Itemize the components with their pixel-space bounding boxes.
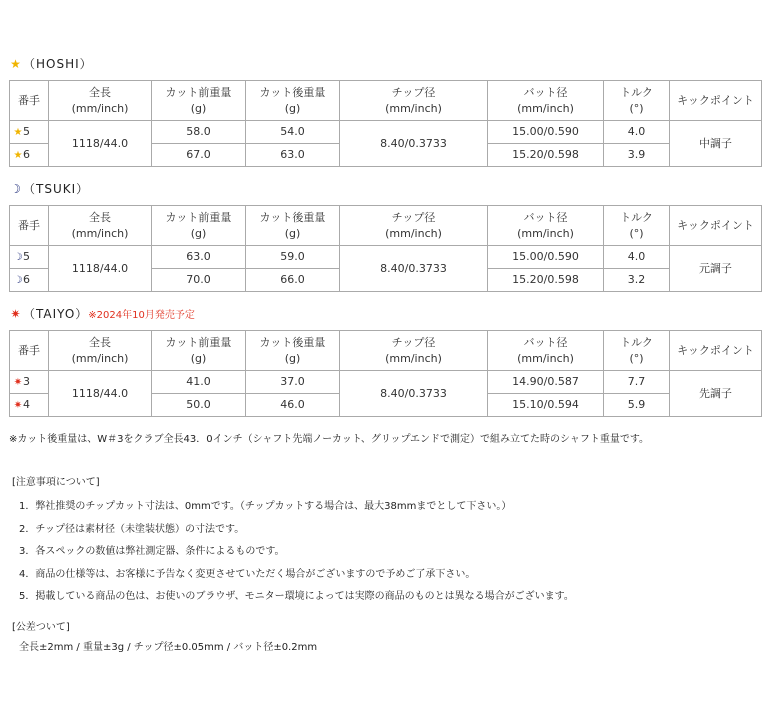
caution-list bbox=[19, 497, 574, 610]
section-taiyo bbox=[9, 306, 754, 417]
caution-item: 5．掲載している商品の色は、お使いのブラウザ、モニター環境によっては実際の商品のものとは異なる場合がございます。 bbox=[19, 591, 574, 602]
col-length-header: 全長 (mm/inch) bbox=[49, 81, 152, 121]
col-flex-header: 番手 bbox=[10, 331, 49, 371]
pre-weight-cell: 58.0 bbox=[152, 121, 246, 144]
col-flex-header: 番手 bbox=[10, 206, 49, 246]
table-row bbox=[10, 246, 762, 269]
post-weight-cell: 63.0 bbox=[246, 144, 340, 167]
torque-cell: 7.7 bbox=[604, 371, 670, 394]
torque-cell: 4.0 bbox=[604, 121, 670, 144]
star-icon: ★ bbox=[13, 149, 23, 161]
kick-cell: 元調子 bbox=[670, 246, 762, 292]
tip-cell: 8.40/0.3733 bbox=[340, 371, 488, 417]
length-cell: 1118/44.0 bbox=[49, 371, 152, 417]
butt-cell: 15.20/0.598 bbox=[488, 144, 604, 167]
torque-cell: 3.9 bbox=[604, 144, 670, 167]
header-row bbox=[10, 206, 762, 246]
table-row bbox=[10, 121, 762, 144]
section-hoshi bbox=[9, 56, 754, 167]
pre-weight-cell: 63.0 bbox=[152, 246, 246, 269]
flex-cell bbox=[10, 121, 49, 144]
col-pre-weight-header: カット前重量 (g) bbox=[152, 331, 246, 371]
col-butt-header: バット径 (mm/inch) bbox=[488, 206, 604, 246]
pre-weight-cell: 70.0 bbox=[152, 269, 246, 292]
col-torque-header: トルク (°) bbox=[604, 331, 670, 371]
spec-table bbox=[9, 80, 762, 167]
moon-icon: ☽ bbox=[13, 251, 23, 263]
flex-cell bbox=[10, 394, 49, 417]
tolerance-title: [公差ついて] bbox=[12, 622, 70, 633]
butt-cell: 15.00/0.590 bbox=[488, 121, 604, 144]
post-weight-cell: 54.0 bbox=[246, 121, 340, 144]
butt-cell: 15.20/0.598 bbox=[488, 269, 604, 292]
flex-value: 4 bbox=[23, 397, 30, 411]
moon-icon: ☽ bbox=[13, 274, 23, 286]
flex-cell bbox=[10, 371, 49, 394]
header-row bbox=[10, 331, 762, 371]
length-cell: 1118/44.0 bbox=[49, 246, 152, 292]
tip-cell: 8.40/0.3733 bbox=[340, 246, 488, 292]
flex-value: 5 bbox=[23, 124, 30, 138]
star-icon: ★ bbox=[13, 126, 23, 138]
col-post-weight-header: カット後重量 (g) bbox=[246, 81, 340, 121]
torque-cell: 3.2 bbox=[604, 269, 670, 292]
caution-item: 1．弊社推奨のチップカット寸法は、0mmです。（チップカットする場合は、最大38mmまでとして下さい。） bbox=[19, 501, 512, 512]
caution-title: [注意事項について] bbox=[12, 477, 100, 488]
star-icon: ★ bbox=[10, 57, 22, 71]
pre-weight-cell: 50.0 bbox=[152, 394, 246, 417]
torque-cell: 5.9 bbox=[604, 394, 670, 417]
sun-icon: ✷ bbox=[13, 376, 23, 388]
flex-value: 6 bbox=[23, 272, 30, 286]
col-tip-header: チップ径 (mm/inch) bbox=[340, 206, 488, 246]
kick-cell: 中調子 bbox=[670, 121, 762, 167]
series-name: （HOSHI） bbox=[23, 57, 93, 71]
flex-cell bbox=[10, 144, 49, 167]
post-weight-cell: 66.0 bbox=[246, 269, 340, 292]
flex-cell bbox=[10, 246, 49, 269]
table-row bbox=[10, 371, 762, 394]
section-tsuki bbox=[9, 181, 754, 292]
pre-weight-cell: 41.0 bbox=[152, 371, 246, 394]
flex-value: 5 bbox=[23, 249, 30, 263]
flex-value: 3 bbox=[23, 374, 30, 388]
length-cell: 1118/44.0 bbox=[49, 121, 152, 167]
col-length-header: 全長 (mm/inch) bbox=[49, 331, 152, 371]
kick-cell: 先調子 bbox=[670, 371, 762, 417]
section-title bbox=[9, 306, 711, 322]
pre-weight-cell: 67.0 bbox=[152, 144, 246, 167]
col-kick-header: キックポイント bbox=[670, 206, 762, 246]
col-torque-header: トルク (°) bbox=[604, 206, 670, 246]
col-length-header: 全長 (mm/inch) bbox=[49, 206, 152, 246]
spec-table bbox=[9, 205, 762, 292]
col-kick-header: キックポイント bbox=[670, 81, 762, 121]
sun-icon: ✷ bbox=[13, 399, 23, 411]
col-post-weight-header: カット後重量 (g) bbox=[246, 331, 340, 371]
caution-item: 3．各スペックの数値は弊社測定器、条件によるものです。 bbox=[19, 546, 285, 557]
moon-icon: ☽ bbox=[10, 182, 22, 196]
col-torque-header: トルク (°) bbox=[604, 81, 670, 121]
spec-table bbox=[9, 330, 762, 417]
flex-value: 6 bbox=[23, 147, 30, 161]
tip-cell: 8.40/0.3733 bbox=[340, 121, 488, 167]
series-name: （TSUKI） bbox=[23, 182, 90, 196]
butt-cell: 14.90/0.587 bbox=[488, 371, 604, 394]
col-tip-header: チップ径 (mm/inch) bbox=[340, 331, 488, 371]
weight-footnote: ※カット後重量は、W＃3をクラブ全長43．0インチ（シャフト先端ノーカット、グリップエンドで測定）で組み立てた時のシャフト重量です。 bbox=[9, 434, 650, 445]
col-pre-weight-header: カット前重量 (g) bbox=[152, 81, 246, 121]
col-butt-header: バット径 (mm/inch) bbox=[488, 331, 604, 371]
sun-icon: ✷ bbox=[10, 307, 22, 321]
torque-cell: 4.0 bbox=[604, 246, 670, 269]
release-note: ※2024年10月発売予定 bbox=[88, 310, 195, 321]
col-kick-header: キックポイント bbox=[670, 331, 762, 371]
col-pre-weight-header: カット前重量 (g) bbox=[152, 206, 246, 246]
post-weight-cell: 59.0 bbox=[246, 246, 340, 269]
header-row bbox=[10, 81, 762, 121]
tolerance-text: 全長±2mm / 重量±3g / チップ径±0.05mm / バット径±0.2mm bbox=[19, 642, 318, 653]
series-name: （TAIYO） bbox=[23, 307, 89, 321]
butt-cell: 15.00/0.590 bbox=[488, 246, 604, 269]
col-flex-header: 番手 bbox=[10, 81, 49, 121]
section-title bbox=[9, 56, 711, 72]
caution-item: 2．チップ径は素材径（未塗装状態）の寸法です。 bbox=[19, 523, 245, 535]
col-post-weight-header: カット後重量 (g) bbox=[246, 206, 340, 246]
col-butt-header: バット径 (mm/inch) bbox=[488, 81, 604, 121]
butt-cell: 15.10/0.594 bbox=[488, 394, 604, 417]
col-tip-header: チップ径 (mm/inch) bbox=[340, 81, 488, 121]
flex-cell bbox=[10, 269, 49, 292]
post-weight-cell: 46.0 bbox=[246, 394, 340, 417]
caution-item: 4．商品の仕様等は、お客様に予告なく変更させていただく場合がございますので予めご了承下さい。 bbox=[19, 568, 476, 580]
post-weight-cell: 37.0 bbox=[246, 371, 340, 394]
section-title bbox=[9, 181, 711, 197]
